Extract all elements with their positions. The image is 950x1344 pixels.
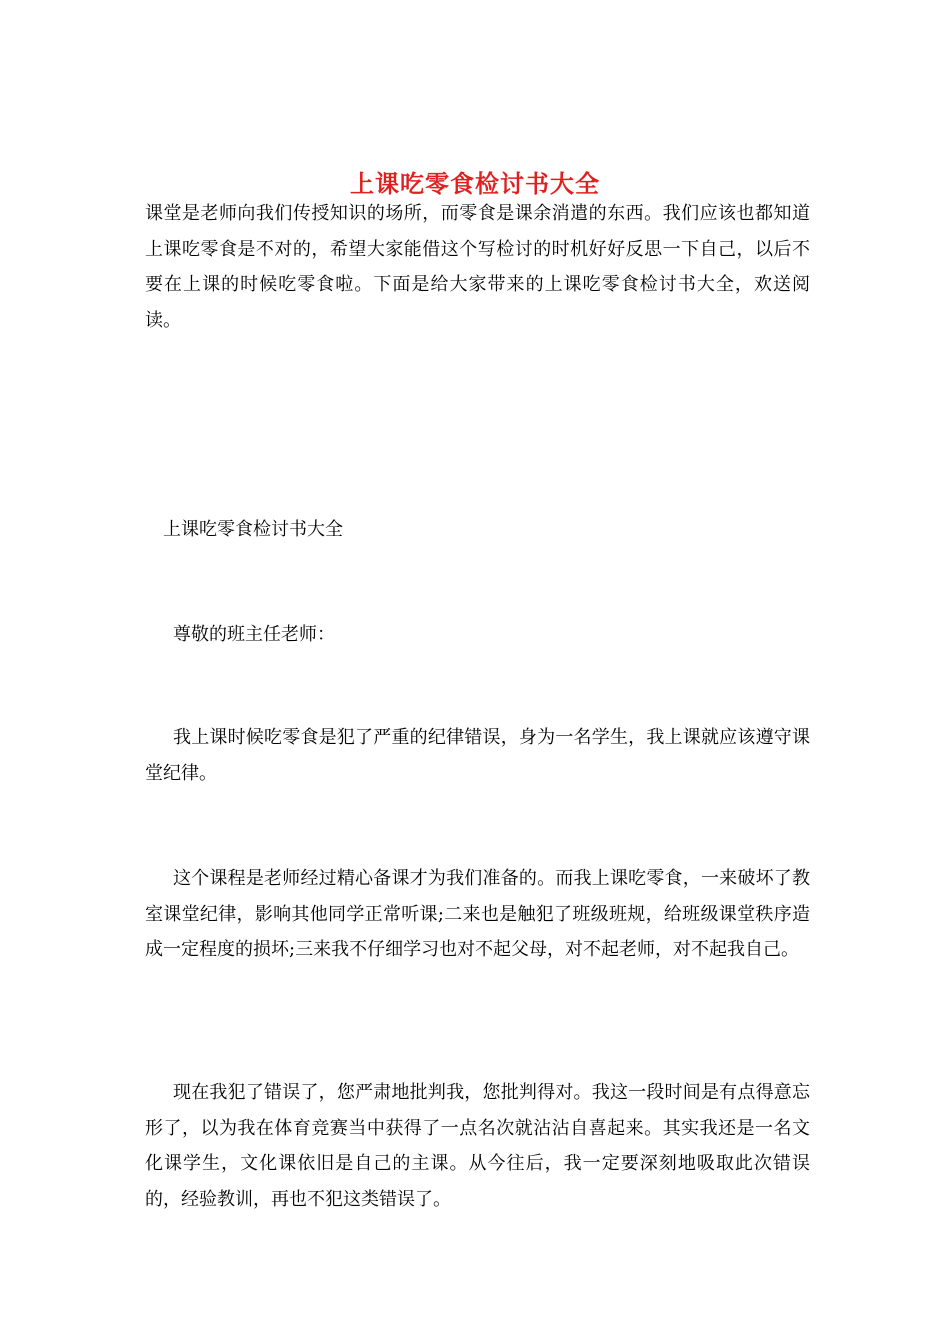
body-paragraph-3: 现在我犯了错误了，您严肃地批判我，您批判得对。我这一段时间是有点得意忘形了，以为我在体育竞赛当中获得了一点名次就沾沾自喜起来。其实我还是一名文化课学生，文化课依旧是自己的主课。从今往后，我一定要深刻地吸取此次错误的，经验教训，再也不犯这类错误了。 — [145, 1082, 810, 1210]
salutation: 尊敬的班主任老师： — [173, 624, 335, 645]
section-subtitle: 上课吃零食检讨书大全 — [163, 519, 343, 540]
body-paragraph-2: 这个课程是老师经过精心备课才为我们准备的。而我上课吃零食，一来破坏了教室课堂纪律，影响其他同学正常听课;二来也是触犯了班级班规，给班级课堂秩序造成一定程度的损坏;三来我不仔细学习也对不起父母，对不起老师，对不起我自己。 — [145, 868, 810, 960]
document-title: 上课吃零食检讨书大全 — [350, 169, 600, 199]
intro-paragraph: 课堂是老师向我们传授知识的场所，而零食是课余消遣的东西。我们应该也都知道上课吃零食是不对的，希望大家能借这个写检讨的时机好好反思一下自己，以后不要在上课的时候吃零食啦。下面是给大家带来的上课吃零食检讨书大全，欢送阅读。 — [145, 203, 810, 331]
body-paragraph-1: 我上课时候吃零食是犯了严重的纪律错误，身为一名学生，我上课就应该遵守课堂纪律。 — [145, 727, 810, 784]
